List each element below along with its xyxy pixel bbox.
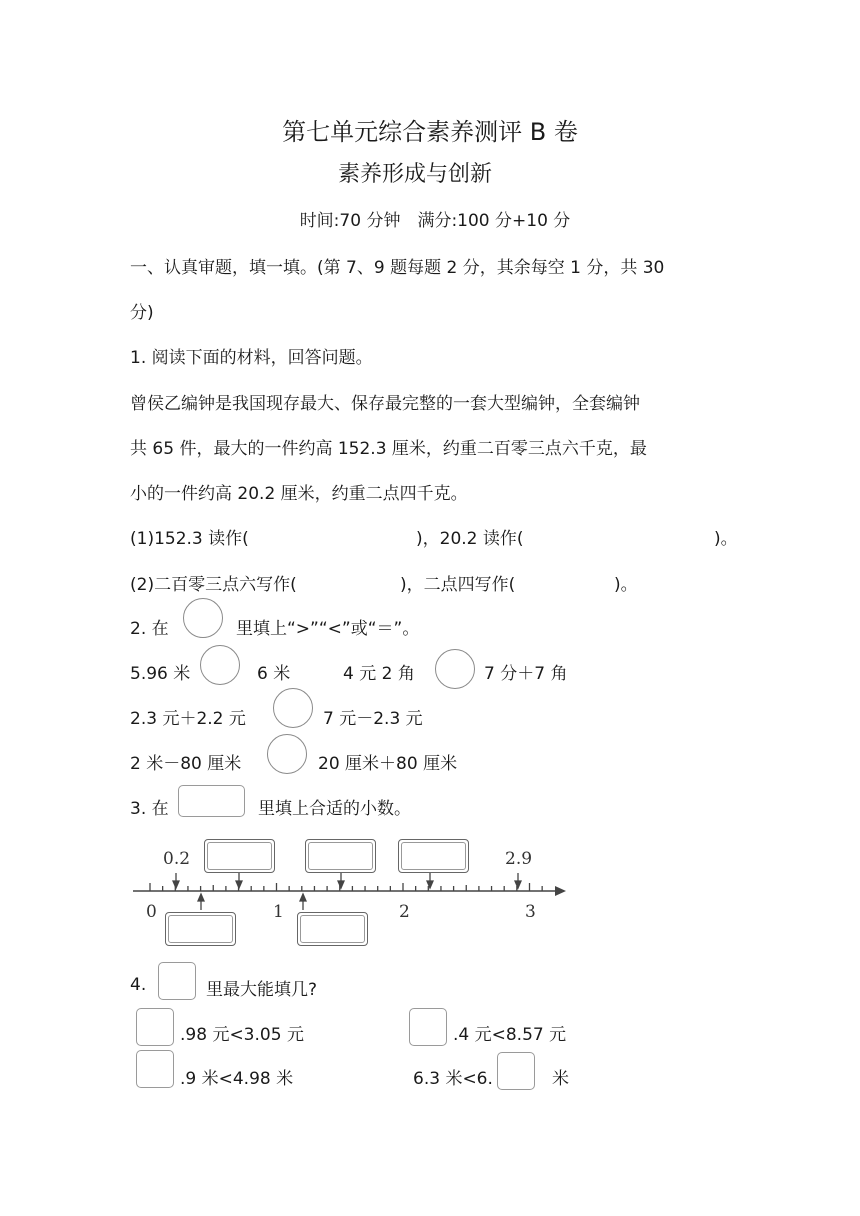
digit-input-box[interactable] <box>409 1008 447 1046</box>
digit-input-box[interactable] <box>136 1050 174 1088</box>
q3-stem-prefix: 3. 在 <box>130 799 169 819</box>
q1-part1-end: )。 <box>714 529 738 549</box>
q2-item-left: 2 米－80 厘米 <box>130 754 242 774</box>
number-line-label: 3 <box>525 902 536 922</box>
q4-item-text: .9 米<4.98 米 <box>180 1069 294 1089</box>
q1-passage-line: 小的一件约高 20.2 厘米，约重二点四千克。 <box>130 484 468 504</box>
q2-item-left: 4 元 2 角 <box>343 664 415 684</box>
number-line-answer-box[interactable] <box>305 839 376 873</box>
answer-box-example <box>158 962 196 1000</box>
digit-input-box[interactable] <box>136 1008 174 1046</box>
q2-item-right: 20 厘米＋80 厘米 <box>318 754 458 774</box>
number-line-answer-box[interactable] <box>204 839 275 873</box>
q2-item-right: 6 米 <box>257 664 291 684</box>
q4-stem-prefix: 4. <box>130 975 147 995</box>
q1-part1-label: (1)152.3 读作( <box>130 529 249 549</box>
q1-part2-mid: )，二点四写作( <box>400 575 516 595</box>
page-subtitle: 素养形成与创新 <box>337 162 492 187</box>
q2-stem-suffix: 里填上“>”“<”或“＝”。 <box>236 619 420 639</box>
number-line-answer-box[interactable] <box>398 839 469 873</box>
q1-passage-line: 曾侯乙编钟是我国现存最大、保存最完整的一套大型编钟，全套编钟 <box>130 394 640 414</box>
number-line-label: 1 <box>273 902 284 922</box>
exam-meta: 时间:70 分钟 满分:100 分+10 分 <box>299 211 571 231</box>
digit-input-box[interactable] <box>497 1052 535 1090</box>
q2-item-right: 7 元－2.3 元 <box>323 709 423 729</box>
q1-passage-line: 共 65 件，最大的一件约高 152.3 厘米，约重二百零三点六千克，最 <box>130 439 647 459</box>
q2-item-right: 7 分＋7 角 <box>484 664 568 684</box>
number-line-given-value: 0.2 <box>163 849 191 869</box>
q4-item-unit: 米 <box>552 1069 569 1089</box>
page-title: 第七单元综合素养测评 B 卷 <box>282 118 578 146</box>
q4-item-text: .98 元<3.05 元 <box>180 1025 304 1045</box>
q2-stem-prefix: 2. 在 <box>130 619 169 639</box>
number-line-given-value: 2.9 <box>505 849 533 869</box>
number-line-answer-box[interactable] <box>165 912 236 946</box>
q1-stem: 1. 阅读下面的材料，回答问题。 <box>130 348 373 368</box>
q2-item-left: 5.96 米 <box>130 664 191 684</box>
number-line-answer-box[interactable] <box>297 912 368 946</box>
number-line-arrowhead <box>555 886 566 896</box>
q3-stem-suffix: 里填上合适的小数。 <box>258 799 411 819</box>
q4-item-text: 6.3 米<6. <box>413 1069 493 1089</box>
number-line-label: 0 <box>146 902 157 922</box>
q1-part2-end: )。 <box>614 575 638 595</box>
q4-stem-suffix: 里最大能填几? <box>206 980 318 1000</box>
section-heading-cont: 分) <box>130 303 154 323</box>
section-heading: 一、认真审题，填一填。(第 7、9 题每题 2 分，其余每空 1 分，共 30 <box>130 258 665 278</box>
q4-item-text: .4 元<8.57 元 <box>453 1025 567 1045</box>
q1-part1-mid: )，20.2 读作( <box>416 529 524 549</box>
q1-part2-label: (2)二百零三点六写作( <box>130 575 297 595</box>
number-line-label: 2 <box>399 902 410 922</box>
q2-item-left: 2.3 元＋2.2 元 <box>130 709 246 729</box>
